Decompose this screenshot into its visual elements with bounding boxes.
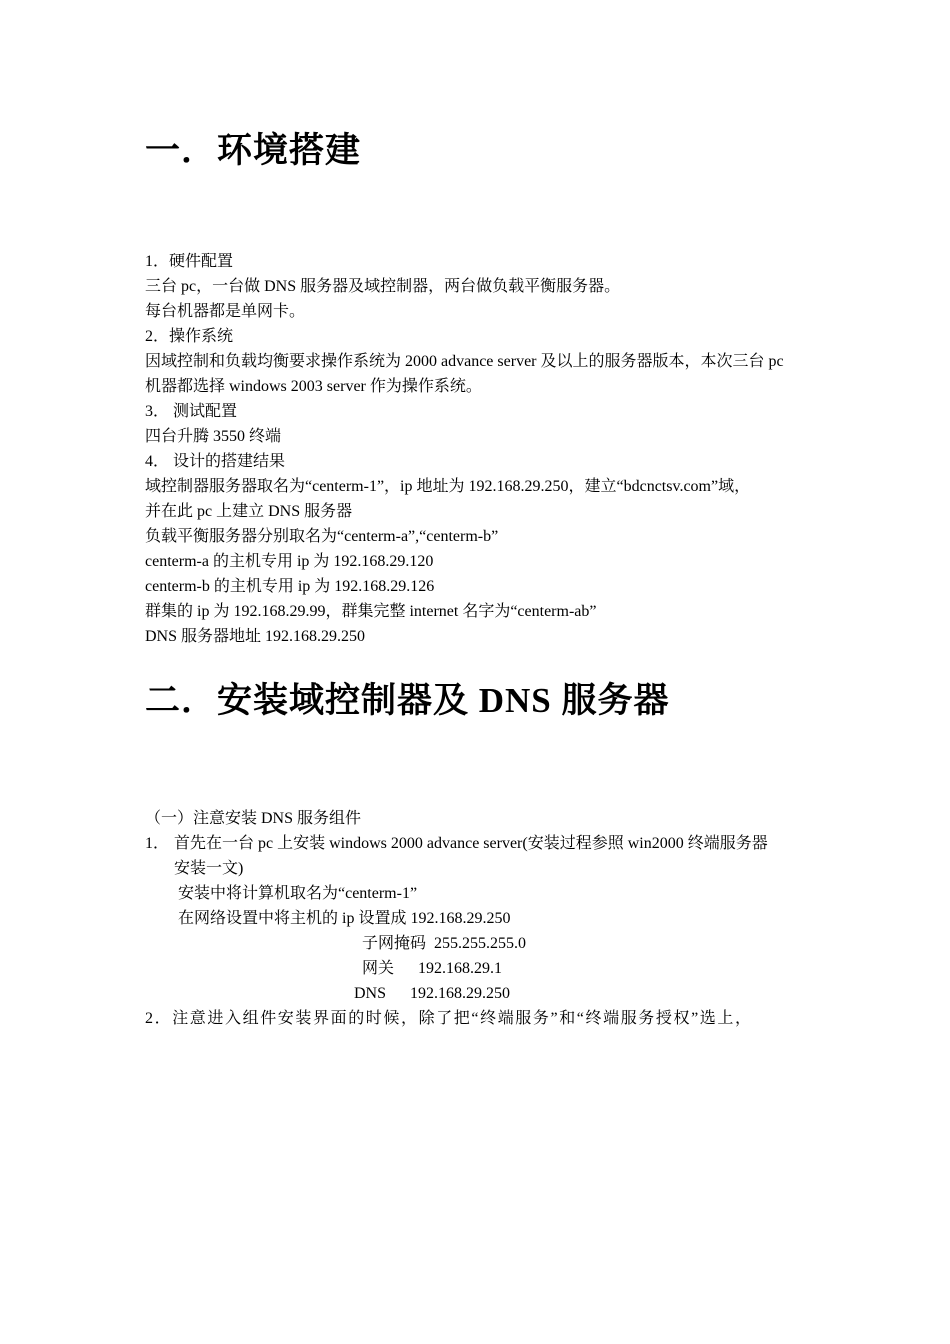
s2-sub-heading: （一）注意安装 DNS 服务组件 — [145, 810, 362, 827]
s1-line-11: 并在此 pc 上建立 DNS 服务器 — [145, 503, 353, 520]
s1-line-14: centerm-b 的主机专用 ip 为 192.168.29.126 — [145, 578, 435, 595]
s2-subnet-line: 子网掩码 255.255.255.0 — [362, 935, 527, 952]
section-1-heading: 一．环境搭建 — [145, 131, 362, 170]
s1-line-1: 1．硬件配置 — [145, 253, 234, 270]
s1-line-2: 三台 pc，一台做 DNS 服务器及域控制器，两台做负载平衡服务器。 — [145, 278, 621, 295]
s1-line-9: 4． 设计的搭建结果 — [145, 453, 286, 470]
s1-line-12: 负载平衡服务器分别取名为“centerm-a”,“centerm-b” — [145, 528, 499, 545]
s1-line-16: DNS 服务器地址 192.168.29.250 — [145, 628, 366, 645]
s1-line-5: 因域控制和负载均衡要求操作系统为 2000 advance server 及以上的服务器版本，本次三台 pc — [145, 353, 784, 370]
s2-step2-line: 2．注意进入组件安装界面的时候，除了把“终端服务”和“终端服务授权”选上， — [145, 1010, 753, 1027]
s1-line-8: 四台升腾 3550 终端 — [145, 428, 282, 445]
s2-step1-line-b: 安装一文) — [174, 860, 244, 877]
s1-line-15: 群集的 ip 为 192.168.29.99，群集完整 internet 名字为“centerm-ab” — [145, 603, 597, 620]
s2-step1-line-a: 首先在一台 pc 上安装 windows 2000 advance server(安装过程参照 win2000 终端服务器 — [174, 835, 768, 852]
s1-line-7: 3． 测试配置 — [145, 403, 238, 420]
s2-gateway-line: 网关 192.168.29.1 — [362, 960, 503, 977]
s1-line-13: centerm-a 的主机专用 ip 为 192.168.29.120 — [145, 553, 434, 570]
s1-line-4: 2．操作系统 — [145, 328, 234, 345]
section-2-heading: 二．安装域控制器及 DNS 服务器 — [145, 681, 670, 720]
s2-step1-line-c: 安装中将计算机取名为“centerm-1” — [178, 885, 418, 902]
s2-step1-number: 1． — [145, 835, 170, 852]
s2-dns-line: DNS 192.168.29.250 — [354, 985, 511, 1002]
s1-line-10: 域控制器服务器取名为“centerm-1”，ip 地址为 192.168.29.250，建立“bdcnctsv.com”域， — [145, 478, 751, 495]
s1-line-3: 每台机器都是单网卡。 — [145, 303, 306, 320]
s1-line-6: 机器都选择 windows 2003 server 作为操作系统。 — [145, 378, 482, 395]
s2-step1-line-d: 在网络设置中将主机的 ip 设置成 192.168.29.250 — [178, 910, 511, 927]
